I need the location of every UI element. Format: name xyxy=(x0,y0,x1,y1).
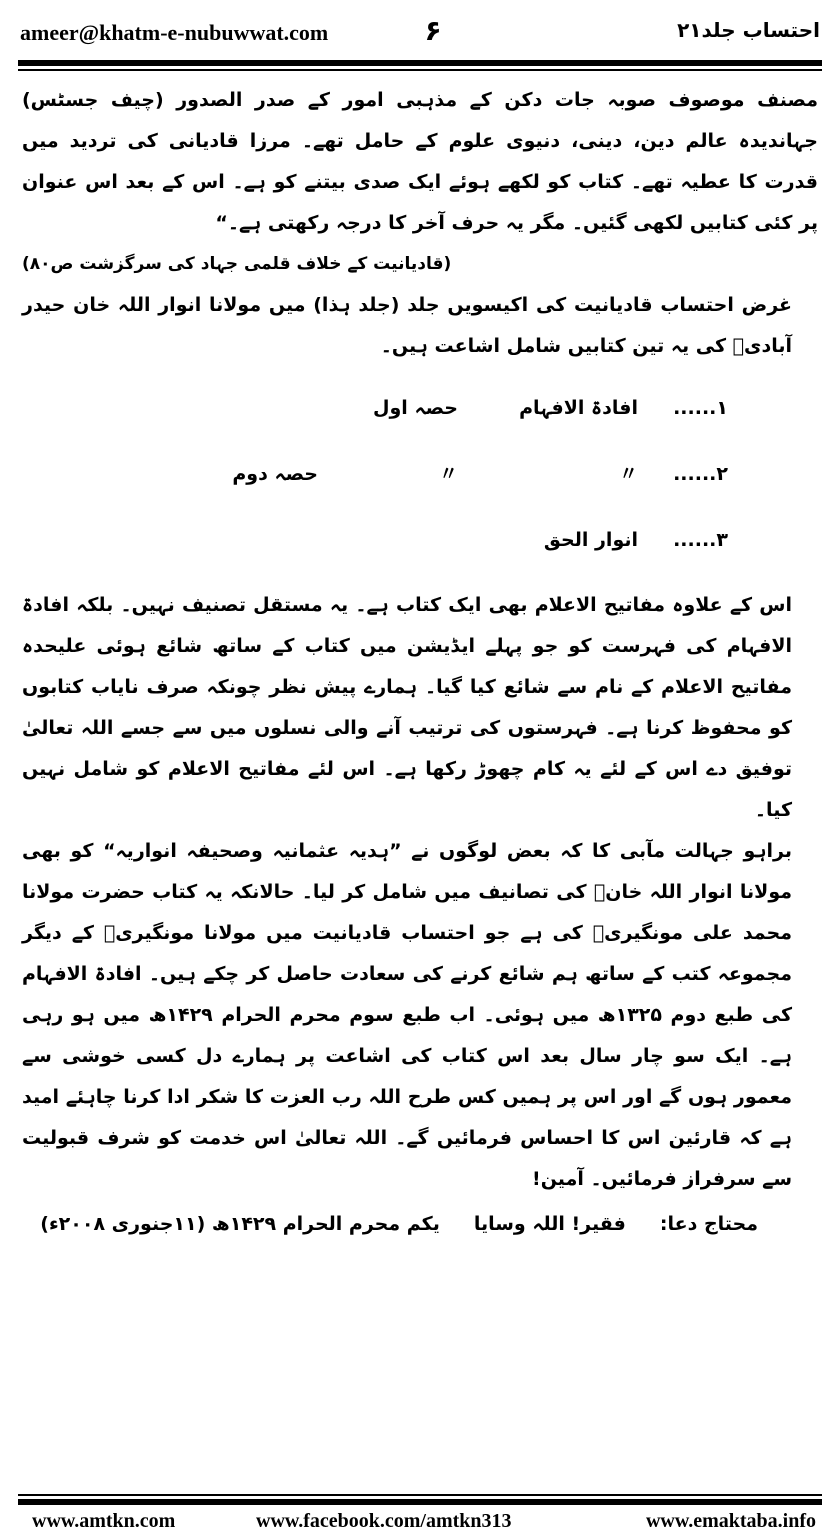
signature-label: محتاج دعا: xyxy=(659,1213,758,1235)
header-email: ameer@khatm-e-nubuwwat.com xyxy=(20,20,329,45)
list-title: انوار الحق xyxy=(543,528,638,551)
page-body xyxy=(22,80,818,1245)
list-number: ۲...... xyxy=(673,462,728,485)
list-part: حصہ دوم xyxy=(232,462,318,485)
ditto-mark: 〃 xyxy=(438,462,458,485)
footer-link-emaktaba[interactable]: www.emaktaba.info xyxy=(645,1510,816,1532)
list-part: حصہ اول xyxy=(373,396,458,419)
signature-name: فقیر! اللہ وسایا xyxy=(473,1213,626,1235)
signature-line xyxy=(22,1204,818,1245)
footer-link-amtkn[interactable]: www.amtkn.com xyxy=(32,1510,176,1532)
page-footer xyxy=(18,1508,822,1538)
citation-row xyxy=(22,244,818,285)
footer-rule-thick xyxy=(18,1499,822,1505)
page-header xyxy=(18,14,822,54)
header-rule-thin xyxy=(18,69,822,71)
list-item xyxy=(22,375,728,441)
list-item xyxy=(22,507,728,573)
list-number: ۱...... xyxy=(673,396,728,419)
running-title: احتساب جلد۲۱ xyxy=(677,18,820,42)
page-number: ۶ xyxy=(424,14,442,47)
header-rule-thick xyxy=(18,60,822,66)
paragraph-intro: غرض احتساب قادیانیت کی اکیسویں جلد (جلد ہذا) میں مولانا انوار اللہ خان حیدر آبادیؒ کی یہ تین کتابیں شامل اشاعت ہیں۔ xyxy=(22,294,792,357)
book-list xyxy=(22,375,818,573)
ditto-mark: 〃 xyxy=(618,462,638,485)
list-item xyxy=(22,441,728,507)
paragraph-quote: مصنف موصوف صوبہ جات دکن کے مذہبی امور کے صدر الصدور (چیف جسٹس) جہاندیدہ عالم دین، دینی، دنیوی علوم کے حامل تھے۔ مرزا قادیانی کی تردید میں قدرت کا عطیہ تھے۔ کتاب کو لکھے ہوئے ایک صدی بیتنے کو ہے۔ اس کے بعد اس عنوان پر کئی کتابیں لکھی گئیں۔ مگر یہ حرف آخر کا درجہ رکھتی ہے۔“ xyxy=(22,89,818,234)
paragraph-mafatih: اس کے علاوہ مفاتیح الاعلام بھی ایک کتاب ہے۔ یہ مستقل تصنیف نہیں۔ بلکہ افادۃ الافہام کی فہرست کو جو پہلے ایڈیشن میں کتاب کے ساتھ شائع ہوئی علیحدہ مفاتیح الاعلام کے نام سے شائع کیا گیا۔ ہمارے پیش نظر چونکہ صرف نایاب کتابوں کو محفوظ کرنا ہے۔ فہرستوں کی ترتیب آنے والی نسلوں میں سے جسے اللہ تعالیٰ توفیق دے اس کے لئے یہ کام چھوڑ رکھا ہے۔ اس لئے مفاتیح الاعلام کو شامل نہیں کیا۔ xyxy=(22,594,792,821)
list-title: افادۃ الافہام xyxy=(519,396,638,419)
list-number: ۳...... xyxy=(673,528,728,551)
signature-date: یکم محرم الحرام ۱۴۲۹ھ (۱۱جنوری ۲۰۰۸ء) xyxy=(40,1213,440,1235)
footer-link-facebook[interactable]: www.facebook.com/amtkn313 xyxy=(256,1510,512,1532)
paragraph-note: براہو جہالت مآبی کا کہ بعض لوگوں نے ”ہدیہ عثمانیہ وصحیفہ انواریہ“ کو بھی مولانا انوار اللہ خانؒ کی تصانیف میں شامل کر لیا۔ حالانکہ یہ کتاب حضرت مولانا محمد علی مونگیریؒ کی ہے جو احتساب قادیانیت میں مولانا مونگیریؒ کے دیگر مجموعہ کتب کے ساتھ ہم شائع کرنے کی سعادت حاصل کر چکے ہیں۔ افادۃ الافہام کی طبع دوم ۱۳۲۵ھ میں ہوئی۔ اب طبع سوم محرم الحرام ۱۴۲۹ھ میں ہو رہی ہے۔ ایک سو چار سال بعد اس کتاب کی اشاعت پر ہمارے دل کسی خوشی سے معمور ہوں گے اور اس پر ہمیں کس طرح اللہ رب العزت کا شکر ادا کرنا چاہئے امید ہے کہ قارئین اس کا احساس فرمائیں گے۔ اللہ تعالیٰ اس خدمت کو شرف قبولیت سے سرفراز فرمائیں۔ آمین! xyxy=(22,840,792,1190)
citation: (قادیانیت کے خلاف قلمی جہاد کی سرگزشت ص۸۰) xyxy=(22,254,452,274)
footer-rule-thin xyxy=(18,1494,822,1496)
